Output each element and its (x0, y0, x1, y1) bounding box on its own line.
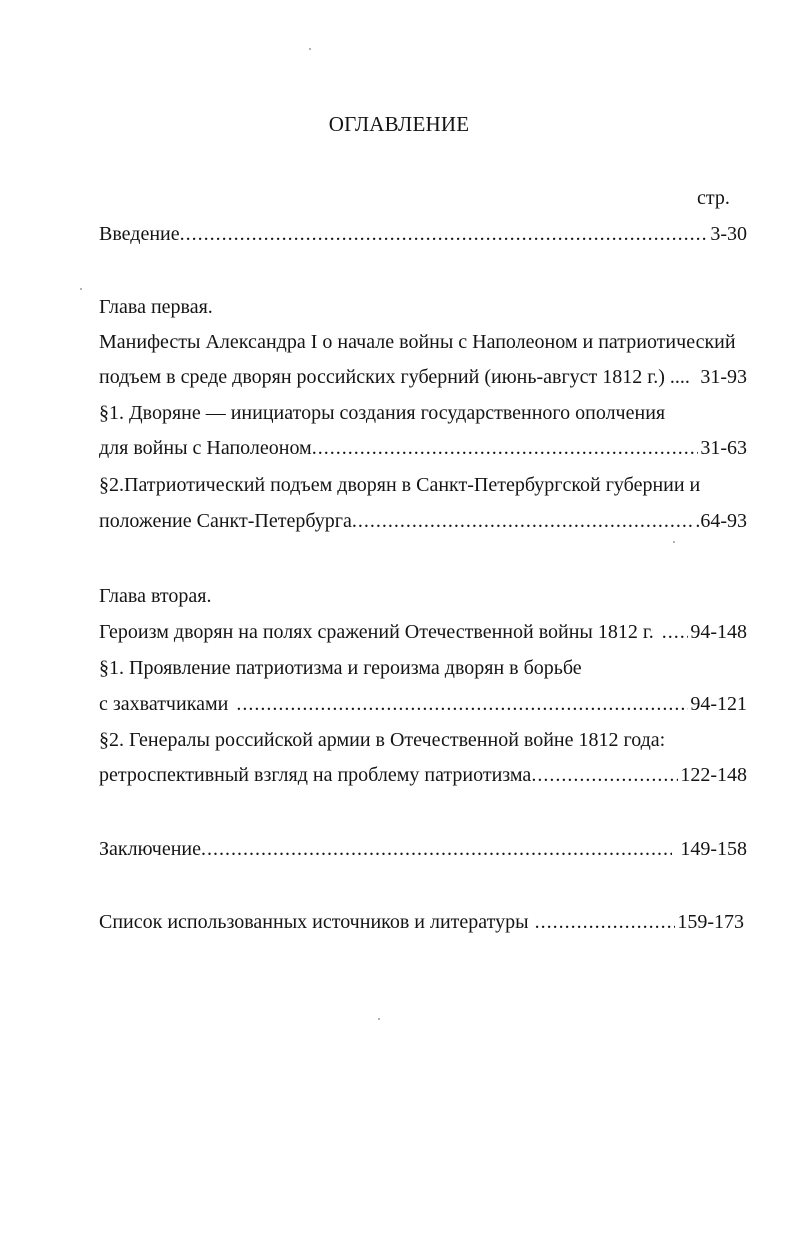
leader-dots (228, 692, 688, 716)
scan-speck (673, 541, 675, 543)
toc-entry-chapter2-s2 (99, 763, 747, 787)
toc-entry-chapter1-s2 (99, 509, 747, 533)
toc-entry-pages: 149-158 (680, 838, 747, 860)
leader-dots (180, 222, 709, 246)
toc-entry-label: ретроспективный взгляд на проблему патриотизма (99, 764, 532, 786)
toc-entry-conclusion (99, 837, 747, 861)
toc-entry-pages: 94-121 (690, 693, 747, 715)
chapter2-heading: Глава вторая. (99, 585, 212, 607)
toc-entry-pages: 159-173 (677, 911, 744, 933)
toc-entry-pages: .64-93 (695, 510, 747, 532)
chapter1-s2-line1: §2.Патриотический подъем дворян в Санкт-Петербургской губернии и (99, 474, 701, 496)
toc-entry-chapter2-s1 (99, 692, 747, 716)
toc-entry-label: подъем в среде дворян российских губерний (июнь-август 1812 г.) .... (99, 366, 690, 388)
leader-dots (201, 837, 672, 861)
toc-entry-label: положение Санкт-Петербурга (99, 510, 352, 532)
toc-entry-label: для войны с Наполеоном (99, 437, 312, 459)
leader-dots (654, 620, 689, 644)
toc-entry-chapter1-title (99, 365, 747, 389)
toc-entry-pages: 3-30 (710, 223, 747, 245)
page-title: ОГЛАВЛЕНИЕ (328, 112, 470, 136)
chapter1-title-line1: Манифесты Александра I о начале войны с Наполеоном и патриотический (99, 331, 736, 353)
scan-speck (309, 48, 311, 50)
toc-entry-label: Героизм дворян на полях сражений Отечественной войны 1812 г. (99, 621, 654, 643)
toc-entry-pages: 31-63 (700, 437, 747, 459)
toc-entry-label: с захватчиками (99, 693, 229, 715)
leader-dots (529, 910, 676, 934)
page-column-label: стр. (697, 187, 730, 209)
scan-speck (378, 1018, 380, 1020)
leader-dots (312, 436, 699, 460)
toc-entry-pages: 122-148 (680, 764, 747, 786)
chapter1-heading: Глава первая. (99, 296, 213, 318)
toc-entry-label: Заключение (99, 838, 201, 860)
toc-entry-label: Введение (99, 223, 180, 245)
toc-entry-chapter2-title (99, 620, 747, 644)
toc-entry-label: Список использованных источников и литературы (99, 911, 529, 933)
toc-entry-intro (99, 222, 747, 246)
toc-entry-chapter1-s1 (99, 436, 747, 460)
toc-entry-pages: 94-148 (690, 621, 747, 643)
toc-entry-sources (99, 910, 744, 934)
chapter2-s1-line1: §1. Проявление патриотизма и героизма дворян в борьбе (99, 657, 582, 679)
leader-dots (352, 509, 693, 533)
chapter2-s2-line1: §2. Генералы российской армии в Отечественной войне 1812 года: (99, 729, 666, 751)
scan-speck (80, 288, 82, 290)
chapter1-s1-line1: §1. Дворяне — инициаторы создания государственного ополчения (99, 402, 666, 424)
leader-dots (531, 763, 678, 787)
toc-entry-pages: 31-93 (700, 366, 747, 388)
